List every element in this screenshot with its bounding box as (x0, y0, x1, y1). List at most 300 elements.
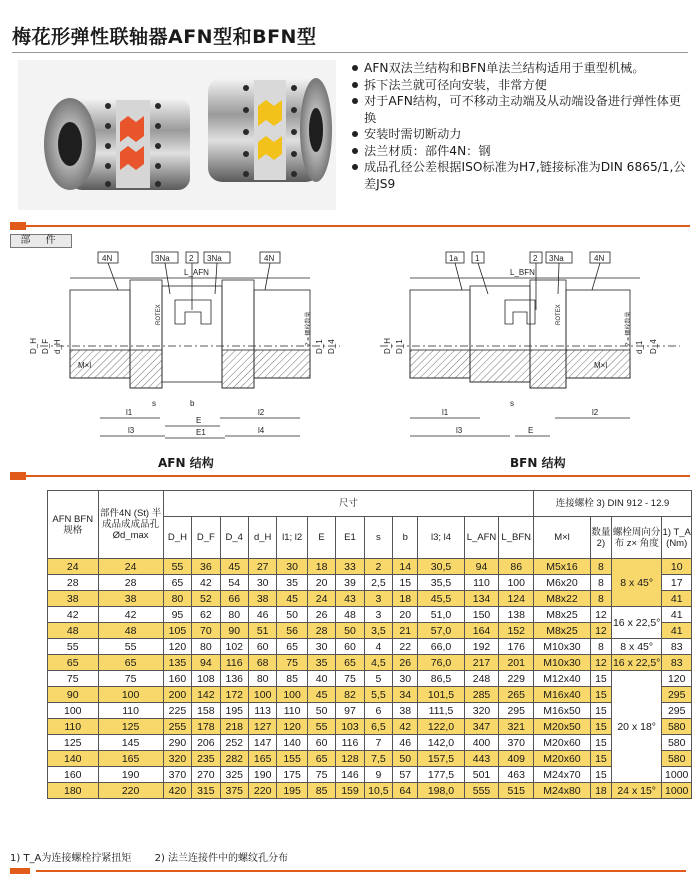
table-cell: 146 (336, 767, 364, 783)
table-cell: 160 (48, 767, 99, 783)
table-cell-bolt-distribution: 16 x 22,5° (612, 656, 661, 669)
table-row (48, 639, 692, 655)
afn-dim-label: E1 (196, 428, 206, 437)
afn-dim-label: b (190, 399, 195, 408)
table-cell: 55 (163, 559, 191, 575)
table-cell: 8 (590, 559, 611, 575)
bfn-dim-label: d_1 (635, 340, 644, 354)
section-divider (10, 225, 690, 227)
table-cell: 42 (48, 607, 99, 623)
table-cell: 157,5 (418, 751, 464, 767)
header-qty: 数量 2) (590, 517, 611, 559)
bfn-dim-label: L_BFN (510, 268, 535, 277)
table-cell: 370 (499, 735, 534, 751)
table-cell: 12 (590, 623, 611, 639)
table-cell: 36 (192, 559, 220, 575)
table-cell: 20 (393, 607, 418, 623)
table-row (48, 719, 692, 735)
table-cell: 41 (662, 591, 692, 607)
table-cell: M24x70 (534, 767, 591, 783)
afn-dim-label: D_1 (315, 339, 324, 354)
table-cell: 64 (393, 783, 418, 799)
table-cell: 65 (48, 655, 99, 671)
table-cell: 95 (163, 607, 191, 623)
table-cell: 145 (98, 735, 163, 751)
table-row (48, 671, 692, 687)
table-cell: 320 (163, 751, 191, 767)
afn-part-tag: 3Na (155, 254, 170, 263)
table-cell: 38 (248, 591, 276, 607)
table-cell: 35 (277, 575, 308, 591)
afn-part-tag: 4N (264, 254, 275, 263)
afn-dim-label: s (152, 399, 156, 408)
table-cell: 142,0 (418, 735, 464, 751)
table-cell: 1000 (662, 783, 692, 799)
table-cell: 39 (336, 575, 364, 591)
table-row (48, 607, 692, 623)
table-cell: 159 (336, 783, 364, 799)
header-dims-group: 尺寸 (163, 491, 533, 517)
table-cell: 375 (220, 783, 248, 799)
table-cell: 7 (364, 735, 392, 751)
table-cell: 443 (464, 751, 499, 767)
table-cell: 65 (336, 655, 364, 671)
table-cell: 580 (662, 735, 692, 751)
table-cell: 20 (307, 575, 335, 591)
table-cell: 24 (307, 591, 335, 607)
table-row (48, 575, 692, 591)
table-cell: 3,5 (364, 623, 392, 639)
table-cell: 33 (336, 559, 364, 575)
table-cell: 80 (192, 639, 220, 655)
table-cell: 295 (662, 687, 692, 703)
table-cell: M20x60 (534, 735, 591, 751)
table-cell: 38 (393, 703, 418, 719)
table-cell: 165 (98, 751, 163, 767)
page-title: 梅花形弹性联轴器AFN型和BFN型 (12, 26, 317, 48)
header-col: s (364, 517, 392, 559)
bfn-part-tag: 1a (449, 254, 458, 263)
table-cell: 116 (336, 735, 364, 751)
table-cell: 125 (48, 735, 99, 751)
table-cell: 201 (499, 655, 534, 671)
header-ta: 1) T_A (Nm) (662, 517, 692, 559)
section-divider (10, 475, 690, 477)
table-cell: 51 (248, 623, 276, 639)
table-cell: 66,0 (418, 639, 464, 655)
table-cell: 128 (336, 751, 364, 767)
table-cell: 50 (393, 751, 418, 767)
table-cell: 6,5 (364, 719, 392, 735)
table-cell: 9 (364, 767, 392, 783)
table-cell: 65 (163, 575, 191, 591)
table-cell: 30 (248, 575, 276, 591)
table-cell: 24 (98, 559, 163, 575)
table-cell: 178 (192, 719, 220, 735)
table-cell: 30 (307, 639, 335, 655)
afn-dim-label: Z = 螺栓数量 (306, 311, 312, 346)
table-cell: 295 (662, 703, 692, 719)
afn-drawing (29, 252, 340, 438)
bfn-dim-label: Z = 螺栓数量 (626, 311, 632, 346)
table-cell: 172 (220, 687, 248, 703)
table-cell: 555 (464, 783, 499, 799)
table-cell: 100 (98, 687, 163, 703)
table-cell: 110 (48, 719, 99, 735)
table-cell: 60 (336, 639, 364, 655)
table-cell: 285 (464, 687, 499, 703)
table-cell: 34 (393, 687, 418, 703)
table-cell: 4,5 (364, 655, 392, 671)
table-cell: 102 (220, 639, 248, 655)
table-cell: 83 (662, 655, 692, 671)
afn-dim-label: l2 (258, 408, 265, 417)
table-cell: 120 (277, 719, 308, 735)
feature-item: 对于AFN结构，可不移动主动端及从动端设备进行弹性体更换 (350, 93, 692, 126)
table-cell: 325 (220, 767, 248, 783)
technical-drawings (10, 250, 690, 450)
table-cell: 80 (163, 591, 191, 607)
table-cell: 135 (163, 655, 191, 671)
table-cell: 7,5 (364, 751, 392, 767)
bfn-part-tag: 1 (475, 254, 480, 263)
table-cell: 26 (307, 607, 335, 623)
header-col: D_4 (220, 517, 248, 559)
table-cell: 110 (464, 575, 499, 591)
table-cell: 42 (192, 575, 220, 591)
table-cell: 3 (364, 591, 392, 607)
table-cell: 75 (48, 671, 99, 687)
table-cell: 17 (662, 575, 692, 591)
table-cell: 94 (192, 655, 220, 671)
header-col: L_BFN (499, 517, 534, 559)
table-cell: 18 (307, 559, 335, 575)
table-cell: 46 (248, 607, 276, 623)
table-cell: 80 (248, 671, 276, 687)
table-cell: 113 (248, 703, 276, 719)
header-size: AFN BFN 规格 (48, 491, 99, 559)
bfn-dim-label: D_1 (395, 339, 404, 354)
table-cell: 140 (277, 735, 308, 751)
bfn-dim-label: s (510, 399, 514, 408)
table-cell: 165 (248, 751, 276, 767)
bfn-part-tag: 3Na (549, 254, 564, 263)
table-cell: 177,5 (418, 767, 464, 783)
afn-part-tag: 4N (102, 254, 113, 263)
table-cell: 41 (662, 607, 692, 623)
table-cell: 86 (499, 559, 534, 575)
table-cell: 15 (590, 719, 611, 735)
table-cell: 42 (98, 607, 163, 623)
table-row (48, 655, 692, 671)
table-row (48, 703, 692, 719)
table-cell: 217 (464, 655, 499, 671)
table-cell: 195 (220, 703, 248, 719)
table-cell: 90 (220, 623, 248, 639)
table-cell: 83 (662, 639, 692, 655)
title-divider (12, 52, 688, 53)
table-row (48, 783, 692, 799)
table-cell: 24 (48, 559, 99, 575)
table-cell: 12 (590, 655, 611, 671)
feature-item: AFN双法兰结构和BFN单法兰结构适用于重型机械。 (350, 60, 692, 77)
table-cell: 48 (98, 623, 163, 639)
table-cell: 4 (364, 639, 392, 655)
table-cell: 116 (220, 655, 248, 671)
table-cell: 138 (499, 607, 534, 623)
table-cell: 158 (192, 703, 220, 719)
table-cell: 75 (307, 767, 335, 783)
feature-item: 成品孔径公差根据ISO标准为H7,链接标准为DIN 6865/1,公差JS9 (350, 159, 692, 192)
feature-item: 拆下法兰就可径向安装，非常方便 (350, 77, 692, 94)
table-cell: 26 (393, 655, 418, 671)
table-cell: 1000 (662, 767, 692, 783)
afn-dim-label: d_H (53, 339, 62, 354)
table-cell: 65 (277, 639, 308, 655)
table-cell: 155 (277, 751, 308, 767)
table-cell: 57,0 (418, 623, 464, 639)
table-cell: 164 (464, 623, 499, 639)
table-cell: 2 (364, 559, 392, 575)
table-cell: 282 (220, 751, 248, 767)
table-cell: 136 (220, 671, 248, 687)
product-photo (18, 60, 336, 210)
table-cell: 580 (662, 719, 692, 735)
table-cell: 27 (248, 559, 276, 575)
afn-dim-label: M×l (78, 361, 92, 370)
table-cell: 192 (464, 639, 499, 655)
table-cell: 28 (48, 575, 99, 591)
table-cell: 54 (220, 575, 248, 591)
spec-table-body (48, 559, 692, 799)
header-col: d_H (248, 517, 276, 559)
table-cell: 295 (499, 703, 534, 719)
header-col: E1 (336, 517, 364, 559)
table-cell-bolt-distribution: 24 x 15° (611, 783, 662, 799)
bfn-caption: BFN 结构 (510, 456, 566, 470)
table-cell: 46 (393, 735, 418, 751)
table-cell: 14 (393, 559, 418, 575)
table-cell: 124 (499, 591, 534, 607)
table-cell: 18 (590, 783, 611, 799)
table-cell: 108 (192, 671, 220, 687)
table-cell: 218 (220, 719, 248, 735)
header-col: l1; l2 (277, 517, 308, 559)
table-cell: 10,5 (364, 783, 392, 799)
table-cell: 125 (98, 719, 163, 735)
table-cell: 40 (307, 671, 335, 687)
bfn-part-tag: 4N (594, 254, 605, 263)
table-cell: 60 (248, 639, 276, 655)
table-cell: 56 (277, 623, 308, 639)
table-cell: 38 (98, 591, 163, 607)
table-cell: M10x30 (534, 639, 591, 655)
table-cell: M20x50 (534, 719, 591, 735)
table-cell: 15 (393, 575, 418, 591)
header-mxl: M×l (534, 517, 591, 559)
table-cell: 515 (499, 783, 534, 799)
table-cell: 463 (499, 767, 534, 783)
table-cell: 229 (499, 671, 534, 687)
table-cell: 200 (163, 687, 191, 703)
table-cell: 265 (499, 687, 534, 703)
header-col: l3; l4 (418, 517, 464, 559)
table-cell: 51,0 (418, 607, 464, 623)
table-cell: 110 (277, 703, 308, 719)
table-cell: 65 (98, 655, 163, 671)
table-cell: 10 (662, 559, 692, 575)
afn-dim-label: D_F (41, 338, 50, 354)
table-cell: 8 (590, 575, 611, 591)
table-cell: 43 (336, 591, 364, 607)
table-cell: 5,5 (364, 687, 392, 703)
table-cell: M6x20 (534, 575, 591, 591)
table-cell: 86,5 (418, 671, 464, 687)
table-cell: 290 (163, 735, 191, 751)
feature-item: 安装时需切断动力 (350, 126, 692, 143)
table-cell: 60 (307, 735, 335, 751)
table-cell: 65 (307, 751, 335, 767)
footnotes (10, 849, 308, 864)
table-row (48, 751, 692, 767)
table-cell: 48 (336, 607, 364, 623)
bfn-dim-label: l3 (456, 426, 463, 435)
bfn-dim-label: D_4 (649, 339, 658, 354)
table-cell: 18 (393, 591, 418, 607)
table-cell: 52 (192, 591, 220, 607)
table-cell: 55 (307, 719, 335, 735)
table-cell: 50 (307, 703, 335, 719)
table-cell: 85 (277, 671, 308, 687)
afn-part-tag: 3Na (207, 254, 222, 263)
table-cell: 22 (393, 639, 418, 655)
table-cell: 3 (364, 607, 392, 623)
table-cell: 120 (163, 639, 191, 655)
table-cell-bolt-distribution: 20 x 18° (611, 671, 662, 783)
table-cell: 122,0 (418, 719, 464, 735)
table-cell-bolt-distribution: 16 x 22,5° (611, 607, 662, 639)
bfn-dim-label: E (528, 426, 534, 435)
table-cell: 41 (662, 623, 692, 639)
afn-dim-label: D_H (29, 337, 38, 354)
table-cell: 400 (464, 735, 499, 751)
table-cell: 409 (499, 751, 534, 767)
table-cell: 50 (277, 607, 308, 623)
table-cell: 142 (192, 687, 220, 703)
table-cell: 255 (163, 719, 191, 735)
table-cell: 85 (307, 783, 335, 799)
table-cell: 76,0 (418, 655, 464, 671)
table-cell: 5 (364, 671, 392, 687)
table-cell: 15 (590, 767, 611, 783)
table-cell: 220 (248, 783, 276, 799)
table-cell: M8x25 (534, 607, 591, 623)
table-cell: 30 (277, 559, 308, 575)
table-cell: 235 (192, 751, 220, 767)
table-cell: 45 (277, 591, 308, 607)
header-col: L_AFN (464, 517, 499, 559)
table-cell: 6 (364, 703, 392, 719)
table-cell: 195 (277, 783, 308, 799)
bfn-dim-label: l2 (592, 408, 599, 417)
table-cell: M10x30 (534, 655, 591, 671)
spec-table (47, 490, 692, 799)
afn-dim-label: L_AFN (184, 268, 209, 277)
table-cell: 147 (248, 735, 276, 751)
table-cell: 15 (590, 671, 611, 687)
header-col: D_F (192, 517, 220, 559)
table-cell: 8 (590, 591, 611, 607)
table-cell: 55 (48, 639, 99, 655)
table-cell: 120 (662, 671, 692, 687)
table-cell: 94 (464, 559, 499, 575)
table-cell: 35,5 (418, 575, 464, 591)
table-cell: 248 (464, 671, 499, 687)
afn-caption: AFN 结构 (158, 456, 214, 470)
table-cell: 110 (98, 703, 163, 719)
table-cell: 68 (248, 655, 276, 671)
table-cell: 75 (336, 671, 364, 687)
table-cell: 15 (590, 703, 611, 719)
table-cell: 315 (192, 783, 220, 799)
header-col: E (307, 517, 335, 559)
header-dist: 螺栓周向分布 z× 角度 (611, 517, 662, 559)
table-row (48, 767, 692, 783)
table-cell: M5x16 (534, 559, 591, 575)
table-cell: 15 (590, 735, 611, 751)
feature-list (350, 60, 692, 192)
table-row (48, 591, 692, 607)
table-cell: 2,5 (364, 575, 392, 591)
table-cell: 347 (464, 719, 499, 735)
table-cell: 28 (307, 623, 335, 639)
table-cell: 320 (464, 703, 499, 719)
table-cell: 176 (499, 639, 534, 655)
afn-dim-label: E (196, 416, 202, 425)
table-cell: 8 (590, 639, 611, 655)
table-cell: 42 (393, 719, 418, 735)
table-cell: 105 (163, 623, 191, 639)
table-cell: 12 (590, 607, 611, 623)
header-bolt-group: 连接螺栓 3) DIN 912 - 12.9 (534, 491, 692, 517)
bfn-rotex-label: ROTEX (556, 304, 562, 325)
table-cell: 30,5 (418, 559, 464, 575)
afn-dim-label: l4 (258, 426, 265, 435)
table-cell: 90 (48, 687, 99, 703)
table-cell-bolt-distribution: 8 x 45° (611, 559, 662, 607)
header-part4n: 部件4N (St) 半成品成成品孔 Ød_max (98, 491, 163, 559)
bfn-drawing (380, 252, 680, 436)
afn-dim-label: D_4 (327, 339, 336, 354)
table-cell: 57 (393, 767, 418, 783)
table-cell: M8x22 (534, 591, 591, 607)
table-cell: 220 (98, 783, 163, 799)
table-cell: 198,0 (418, 783, 464, 799)
table-cell: 580 (662, 751, 692, 767)
header-col: b (393, 517, 418, 559)
table-cell: 28 (98, 575, 163, 591)
table-cell: 160 (163, 671, 191, 687)
table-cell: 101,5 (418, 687, 464, 703)
table-cell: 30 (393, 671, 418, 687)
table-cell: 38 (48, 591, 99, 607)
table-cell: M16x40 (534, 687, 591, 703)
bfn-dim-label: M×l (594, 361, 608, 370)
table-cell: 206 (192, 735, 220, 751)
table-cell: 252 (220, 735, 248, 751)
parts-section-label: 部 件 (10, 234, 72, 248)
table-cell: 501 (464, 767, 499, 783)
